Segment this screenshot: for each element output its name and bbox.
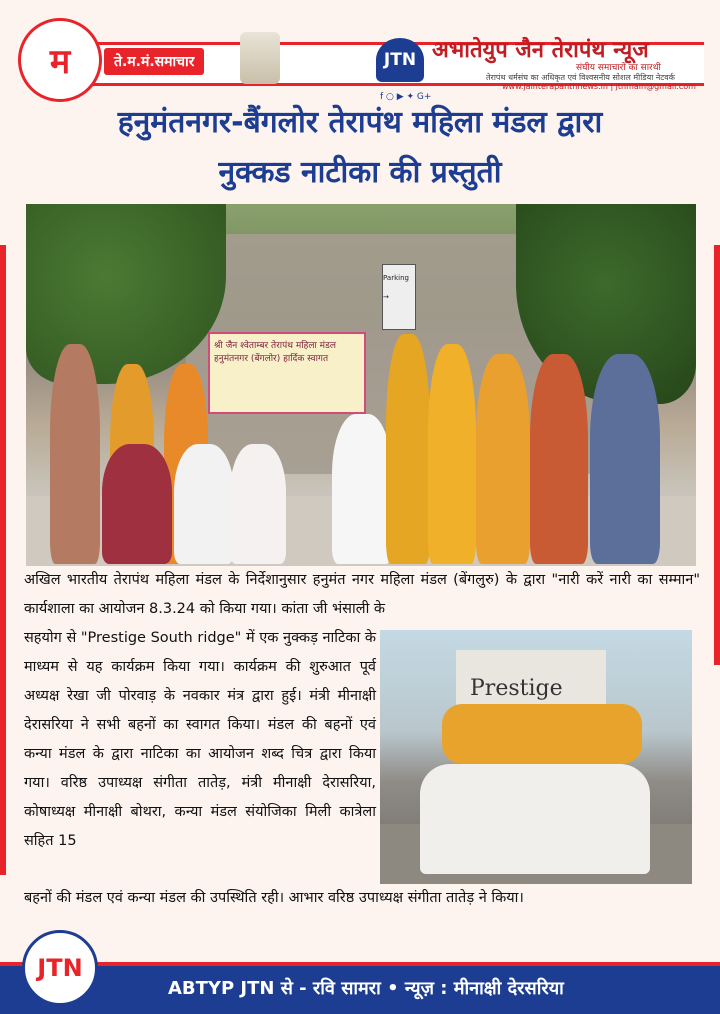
footer-credit: ABTYP JTN से - रवि सामरा • न्यूज़ : मीनाक्षी देरसरिया (168, 978, 564, 999)
group-photo-main (26, 204, 696, 566)
jtn-logo-icon: JTN (376, 38, 424, 82)
logo-mark: म (49, 42, 71, 82)
brand-title: अभातेयुप जैन तेरापंथ न्यूज (432, 38, 649, 63)
person (476, 354, 530, 564)
brand-description: तेरापंथ धर्मसंघ का अधिकृत एवं विश्वसनीय सोशल मीडिया नेटवर्क (486, 73, 675, 82)
acharya-photo (240, 32, 280, 84)
right-accent-bar (714, 245, 720, 665)
footer-jtn-logo: JTN (22, 930, 98, 1006)
parking-sign-text: Parking → (383, 274, 409, 301)
headline-line-2: नुक्कड नाटीका की प्रस्तुती (218, 155, 502, 190)
welcome-banner: श्री जैन श्वेताम्बर तेरापंथ महिला मंडल हनुमंतनगर (बेंगलोर) हार्दिक स्वागत (208, 332, 366, 414)
person (386, 334, 430, 564)
person (530, 354, 588, 564)
article-paragraph-1: अखिल भारतीय तेरापंथ महिला मंडल के निर्देशानुसार हनुमंत नगर महिला मंडल (बेंगलुरु) के द्वारा "नारी करें नारी का सम्मान" कार्यशाला का आयोजन 8.3.24 को किया गया। कांता जी भंसाली के (24, 572, 700, 617)
person (102, 444, 172, 564)
article-paragraph-2: सहयोग से "Prestige South ridge" में एक नुक्कड़ नाटिका के माध्यम से यह कार्यक्रम किया गया। कार्यक्रम की शुरुआत पूर्व अध्यक्ष रेखा जी पोरवाड़ के नवकार मंत्र द्वारा हुई। मंत्री मीनाक्षी देरासरिया ने सभी बहनों का स्वागत किया। मंडल की बहनों एवं कन्या मंडल के द्वारा नाटिका का आयोजन शब्द चित्र द्वारा किया गया। वरिष्ठ उपाध्यक्ष संगीता तातेड़, मंत्री मीनाक्षी देरासरिया, कोषाध्यक्ष मीनाक्षी बोथरा, कन्या मंडल संयोजिका मिली कात्रेला सहित 15 (24, 630, 376, 849)
headline-line-1: हनुमंतनगर-बैंगलोर तेरापंथ महिला मंडल द्वारा (117, 105, 603, 140)
person (230, 444, 286, 564)
jtn-brand-block (376, 38, 704, 102)
group-photo-prestige (380, 630, 692, 884)
mahila-mandal-logo (18, 18, 102, 102)
saree-row (442, 704, 642, 764)
person (50, 344, 100, 564)
group-of-women (46, 324, 666, 564)
prestige-sign-text: Prestige (470, 676, 563, 701)
masthead (18, 18, 704, 102)
person (590, 354, 660, 564)
front-row (420, 764, 650, 874)
person (332, 414, 392, 564)
tms-news-tag: ते.म.मं.समाचार (104, 48, 204, 75)
brand-website[interactable]: www.jainterapanthnews.in | jtnmain@gmail.com (502, 82, 696, 91)
person (174, 444, 234, 564)
brand-tagline: संघीय समाचारों का सारथी (576, 63, 661, 73)
parking-sign (382, 264, 416, 330)
person (428, 344, 476, 564)
social-icons[interactable]: f ○ ▶ ✦ G+ (380, 92, 432, 102)
article-paragraph-3: बहनों की मंडल एवं कन्या मंडल की उपस्थिति रही। आभार वरिष्ठ उपाध्यक्ष संगीता तातेड़ ने किया। (24, 890, 524, 906)
left-accent-bar (0, 245, 6, 875)
